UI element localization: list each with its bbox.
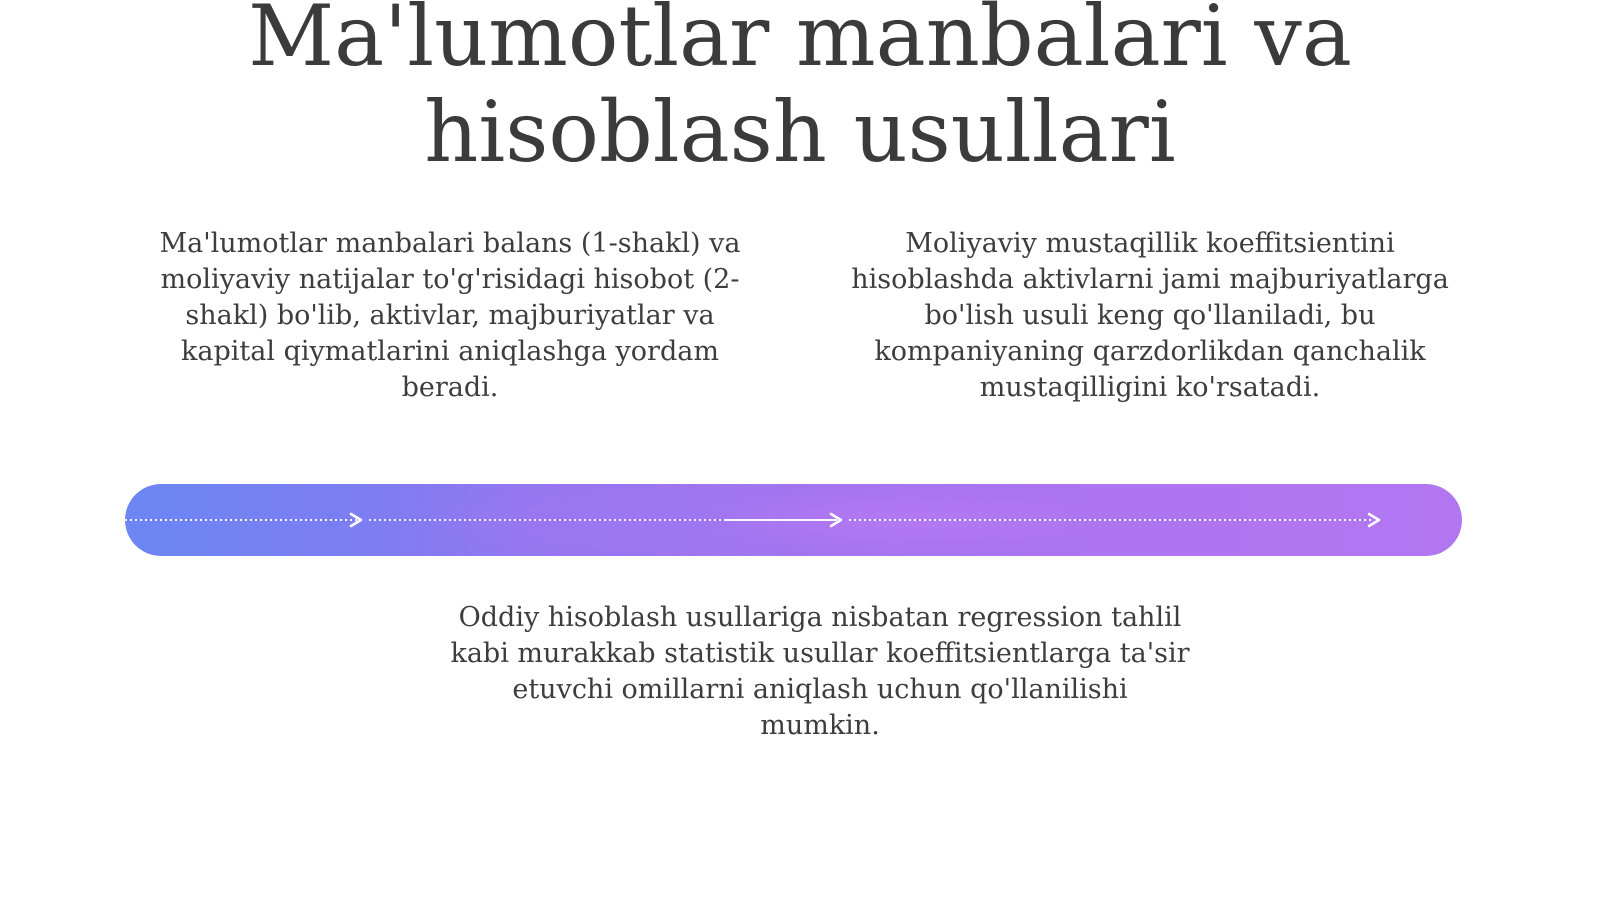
timeline-line <box>125 484 1462 556</box>
slide-title <box>0 0 1600 180</box>
slide-title-line-2: hisoblash usullari <box>424 83 1176 181</box>
right-paragraph: Moliyaviy mustaqillik koeffitsientini hisoblashda aktivlarni jami majburiyatlarga bo'lish usuli keng qo'llaniladi, bu kompaniyaning qarzdorlikdan qanchalik mustaqilligini ko'rsatadi. <box>851 228 1449 403</box>
bottom-paragraph: Oddiy hisoblash usullariga nisbatan regression tahlil kabi murakkab statistik usullar koeffitsientlarga ta'sir etuvchi omillarni aniqlash uchun qo'llanilishi mumkin. <box>450 602 1190 741</box>
timeline-bar <box>125 484 1462 556</box>
left-paragraph: Ma'lumotlar manbalari balans (1-shakl) va moliyaviy natijalar to'g'risidagi hisobot (2-shakl) bo'lib, aktivlar, majburiyatlar va kapital qiymatlarini aniqlashga yordam beradi. <box>159 228 741 403</box>
slide-title-line-1: Ma'lumotlar manbalari va <box>248 0 1352 85</box>
